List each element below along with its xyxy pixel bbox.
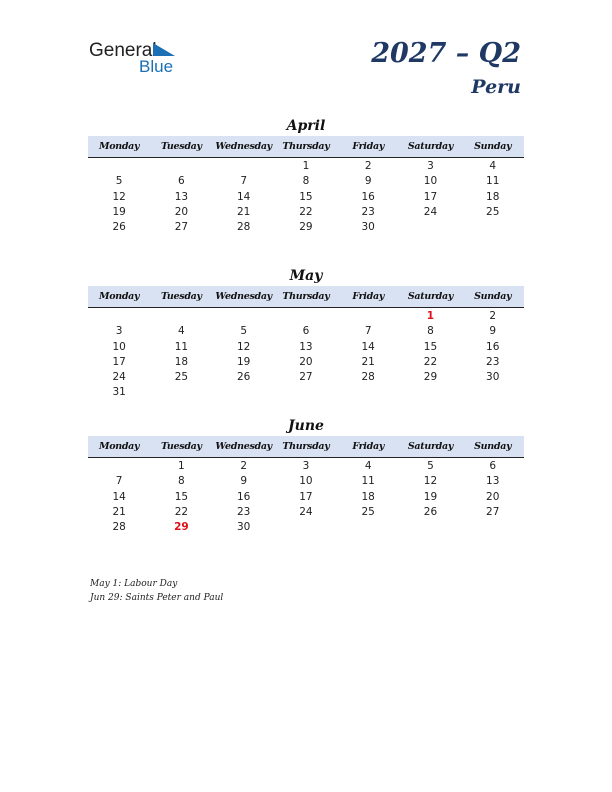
calendar-week (88, 520, 524, 535)
logo-triangle-icon (153, 43, 175, 56)
calendar-day: 2 (364, 160, 372, 172)
calendar-day: 22 (423, 355, 438, 368)
calendar-day: 16 (236, 490, 251, 503)
calendar-day: 18 (361, 490, 375, 503)
calendar-day (88, 159, 150, 174)
calendar-day: 9 (489, 325, 497, 338)
calendar-day: 11 (174, 340, 189, 353)
calendar-day: 23 (236, 505, 251, 518)
holiday-note: Jun 29: Saints Peter and Paul (90, 593, 224, 603)
logo-blue-text: Blue (139, 57, 174, 76)
calendar-day (150, 159, 212, 174)
calendar-day: 16 (361, 190, 375, 203)
calendar-day: 3 (115, 325, 123, 338)
holiday-day: 29 (174, 521, 189, 534)
calendar-day: 9 (240, 475, 247, 488)
calendar-day: 19 (112, 205, 126, 218)
calendar-day: 15 (423, 340, 438, 353)
calendar-week (88, 474, 524, 489)
calendar-week (88, 490, 524, 505)
weekday-label: Sunday (474, 441, 512, 452)
calendar-day: 6 (302, 325, 310, 338)
calendar-day: 27 (299, 371, 313, 384)
calendar-day: 5 (115, 175, 123, 188)
calendar-day (275, 520, 337, 535)
weekday-label: Monday (98, 441, 140, 452)
calendar-day: 9 (364, 175, 372, 188)
calendar-day: 30 (486, 371, 500, 384)
calendar-day (337, 309, 399, 324)
weekday-label: Friday (352, 291, 385, 302)
calendar-day (399, 520, 461, 535)
calendar-week (88, 205, 524, 220)
calendar-day: 25 (361, 505, 375, 518)
calendar-day: 27 (174, 221, 189, 234)
calendar-day: 20 (174, 205, 189, 218)
weekday-label: Monday (98, 141, 140, 152)
calendar-day: 31 (112, 386, 126, 399)
calendar-day: 13 (299, 340, 313, 353)
month-title: May (289, 268, 323, 284)
calendar-day: 5 (427, 460, 434, 472)
calendar-day: 26 (112, 221, 126, 234)
calendar-day: 28 (236, 221, 251, 234)
calendar-day: 26 (423, 505, 438, 518)
weekday-label: Saturday (407, 291, 454, 302)
calendar-day: 2 (240, 460, 247, 472)
calendar-week (88, 340, 524, 355)
calendar-day: 26 (236, 371, 251, 384)
calendar-day: 30 (361, 221, 375, 234)
calendar-day: 7 (240, 175, 247, 188)
calendar-day: 19 (236, 355, 251, 368)
calendar-day: 20 (486, 490, 500, 503)
calendar-day: 28 (361, 371, 375, 384)
calendar-day: 7 (115, 475, 123, 488)
weekday-label: Tuesday (161, 141, 202, 152)
calendar-day: 13 (174, 190, 189, 203)
calendar-day: 10 (423, 175, 438, 188)
calendar-day: 22 (174, 505, 189, 518)
calendar-day (337, 520, 399, 535)
calendar-day: 25 (486, 205, 500, 218)
calendar-day: 19 (423, 490, 438, 503)
calendar-day (150, 385, 212, 400)
calendar-day: 14 (112, 490, 126, 503)
calendar-week (88, 385, 524, 400)
calendar-day: 21 (236, 205, 251, 218)
calendar-day: 24 (299, 505, 313, 518)
calendar-day: 21 (112, 505, 126, 518)
calendar-day: 22 (299, 205, 313, 218)
weekday-label: Tuesday (161, 291, 202, 302)
calendar-week (88, 174, 524, 189)
calendar-day: 10 (299, 475, 313, 488)
calendar-day: 17 (299, 490, 313, 503)
weekday-label: Friday (352, 141, 385, 152)
logo-general-text: General (89, 40, 157, 61)
weekday-header (88, 136, 524, 158)
calendar-day: 29 (299, 221, 313, 234)
calendar-day: 11 (486, 175, 500, 188)
weekday-label: Wednesday (215, 141, 272, 152)
calendar-day (88, 309, 150, 324)
holiday-day: 1 (426, 310, 435, 322)
month-title: April (286, 118, 326, 134)
calendar-week (88, 309, 524, 324)
weekday-header (88, 436, 524, 458)
holiday-notes (90, 577, 223, 605)
calendar-day: 10 (112, 340, 126, 353)
page-title: 2027 – Q2 (371, 38, 521, 69)
calendar-day: 4 (364, 460, 372, 472)
calendar-day: 6 (178, 175, 185, 188)
weekday-label: Sunday (474, 141, 512, 152)
calendar-day (88, 459, 150, 474)
calendar-day: 12 (236, 340, 251, 353)
calendar-day (399, 220, 461, 235)
weekday-label: Saturday (407, 441, 454, 452)
calendar-day: 1 (178, 460, 185, 472)
calendar-day (213, 159, 275, 174)
calendar-day: 17 (112, 355, 126, 368)
weekday-header (88, 286, 524, 308)
calendar-day (150, 309, 212, 324)
calendar-day (275, 309, 337, 324)
calendar-week (88, 220, 524, 235)
weekday-label: Tuesday (161, 441, 202, 452)
calendar-day: 28 (112, 521, 126, 534)
calendar-day (213, 385, 275, 400)
calendar-day: 4 (489, 160, 497, 172)
calendar-day: 2 (489, 310, 497, 322)
calendar-day: 30 (236, 521, 251, 534)
calendar-week (88, 355, 524, 370)
calendar-day: 14 (236, 190, 251, 203)
weekday-label: Thursday (282, 141, 330, 152)
calendar-day: 15 (174, 490, 189, 503)
calendar-day (462, 220, 524, 235)
calendar-day: 25 (174, 371, 189, 384)
calendar-day: 18 (174, 355, 189, 368)
calendar-week (88, 370, 524, 385)
calendar-day: 1 (302, 160, 310, 172)
calendar-day: 8 (427, 325, 434, 338)
calendar-day: 24 (423, 205, 438, 218)
weekday-label: Wednesday (215, 291, 272, 302)
calendar-day (213, 309, 275, 324)
calendar-day: 12 (423, 475, 438, 488)
calendar-day: 24 (112, 371, 126, 384)
calendar-day (462, 385, 524, 400)
calendar-day (399, 385, 461, 400)
month-june (88, 416, 524, 535)
calendar-day: 23 (486, 355, 500, 368)
calendar-week (88, 190, 524, 205)
calendar-week (88, 159, 524, 174)
weekday-label: Thursday (282, 441, 330, 452)
calendar-day: 16 (486, 340, 500, 353)
calendar-week (88, 324, 524, 339)
calendar-day: 23 (361, 205, 375, 218)
calendar-day: 20 (299, 355, 313, 368)
calendar-day: 6 (489, 460, 497, 472)
calendar-day: 5 (240, 325, 247, 338)
weekday-label: Monday (98, 291, 140, 302)
weekday-label: Thursday (282, 291, 330, 302)
calendar-day: 7 (364, 325, 372, 338)
calendar-day: 17 (423, 190, 438, 203)
calendar-week (88, 505, 524, 520)
month-may (88, 266, 524, 401)
weekday-label: Wednesday (215, 441, 272, 452)
calendar-day: 13 (486, 475, 500, 488)
month-title: June (288, 418, 324, 434)
calendar-day: 29 (423, 371, 438, 384)
weekday-label: Friday (352, 441, 385, 452)
calendar-day: 21 (361, 355, 375, 368)
calendar-day: 8 (178, 475, 185, 488)
calendar-day: 3 (302, 460, 310, 472)
holiday-note: May 1: Labour Day (90, 579, 178, 589)
month-april (88, 116, 524, 235)
calendar-day: 27 (486, 505, 500, 518)
calendar-day: 11 (361, 475, 375, 488)
calendar-day (462, 520, 524, 535)
calendar-day (275, 385, 337, 400)
calendar-day: 12 (112, 190, 126, 203)
calendar-day (337, 385, 399, 400)
calendar-day: 14 (361, 340, 375, 353)
weekday-label: Saturday (407, 141, 454, 152)
weekday-label: Sunday (474, 291, 512, 302)
calendar-day: 8 (302, 175, 310, 188)
calendar-day: 4 (178, 325, 185, 338)
calendar-day: 15 (299, 190, 313, 203)
country-name: Peru (471, 76, 521, 98)
calendar-day: 3 (427, 160, 434, 172)
calendar-week (88, 459, 524, 474)
calendar-day: 18 (486, 190, 500, 203)
